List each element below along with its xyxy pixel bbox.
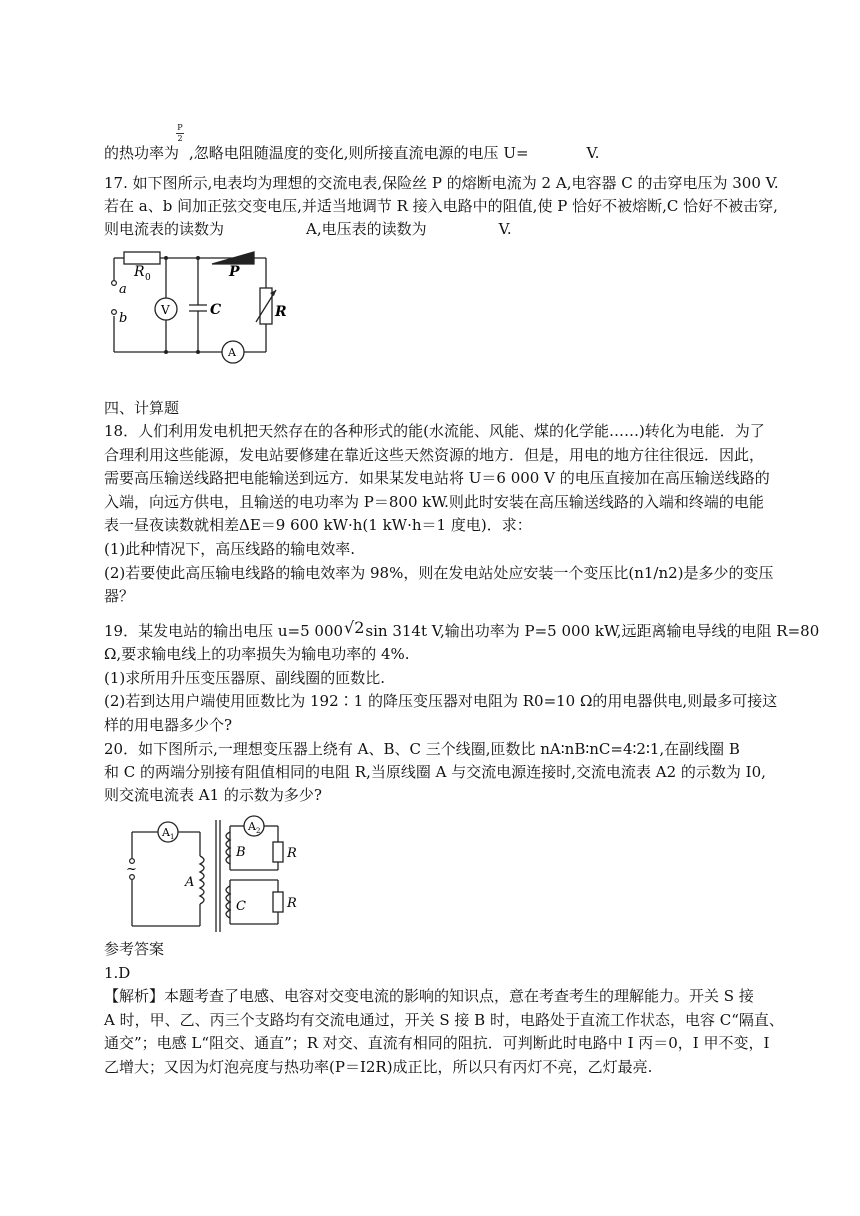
q19-text-b: sin 314t V,输出功率为 P=5 000 kW,远距离输电导线的电阻 R=80 [365, 622, 820, 640]
label-a1-sub: 1 [170, 833, 175, 841]
q20-line-1: 20．如下图所示,一理想变压器上绕有 A、B、C 三个线圈,匝数比 nA∶nB∶nC=4∶2∶1,在副线圈 B [104, 740, 740, 758]
fraction-denominator: 2 [177, 134, 183, 143]
q17-line-2: 若在 a、b 间加正弦交变电压,并适当地调节 R 接入电路中的阻值,使 P 恰好不被熔断,C 恰好不被击穿, [104, 197, 778, 215]
terminal-b [112, 310, 117, 315]
answer-explanation-line-2: A 时，甲、乙、丙三个支路均有交流电通过，开关 S 接 B 时，电路处于直流工作状态，电容 C“隔直、 [104, 1011, 784, 1029]
answers-heading: 参考答案 [104, 940, 165, 958]
r0-resistor [124, 252, 160, 264]
resistor-r-bottom [273, 892, 283, 912]
label-a2: A [248, 820, 256, 833]
q16-text-b: ,忽略电阻随温度的变化,则所接直流电源的电压 U= [189, 144, 529, 162]
sqrt-two-symbol: √2 [344, 618, 365, 637]
q16-tail-line [104, 142, 764, 164]
label-r0: R [134, 264, 145, 280]
label-coil-c: C [236, 899, 246, 914]
q17-text-b: A,电压表的读数为 [306, 220, 427, 238]
label-a2-sub: 2 [256, 827, 261, 835]
q20-transformer-figure [118, 812, 318, 936]
q18-line-2: 合理利用这些能源，发电站要修建在靠近这些天然资源的地方．但是，用电的地方往往很远．因此， [104, 446, 765, 464]
resistor-r-top [273, 842, 283, 862]
q19-line-4: (2)若到达用户端使用匝数比为 192∶1 的降压变压器对电阻为 R0=10 Ω的用电器供电,则最多可接这 [104, 692, 778, 710]
label-r-bottom: R [287, 896, 297, 911]
q18-line-1: 18．人们利用发电机把天然存在的各种形式的能(水流能、风能、煤的化学能……)转化为电能．为了 [104, 422, 765, 440]
label-p: P [229, 264, 240, 280]
label-coil-a: A [185, 875, 195, 890]
q17-line-3 [104, 218, 764, 240]
q18-line-5: 表一昼夜读数就相差ΔE＝9 600 kW·h(1 kW·h＝1 度电)．求： [104, 516, 532, 534]
label-c: C [210, 302, 222, 318]
q19-text-a: 19．某发电站的输出电压 u=5 000 [104, 622, 344, 640]
q18-line-7: (2)若要使此高压输电线路的输电效率为 98%，则在发电站处应安装一个变压比(n1/n2)是多少的变压 [104, 564, 774, 582]
fraction-numerator: P [177, 123, 183, 132]
q20-line-2: 和 C 的两端分别接有阻值相同的电阻 R,当原线圈 A 与交流电源连接时,交流电流表 A2 的示数为 I0, [104, 763, 766, 781]
label-ammeter: A [228, 346, 236, 359]
q19-line-1 [104, 618, 820, 642]
q16-text-c: V. [586, 144, 600, 162]
q16-text-a: 的热功率为 [104, 144, 180, 162]
q20-line-3: 则交流电流表 A1 的示数为多少? [104, 786, 322, 804]
answer-explanation-line-3: 通交”；电感 L“阻交、通直”；R 对交、直流有相同的阻抗．可判断此时电路中 I 丙＝0，I 甲不变，I [104, 1034, 770, 1052]
q19-line-5: 样的用电器多少个? [104, 716, 233, 734]
terminal-a [112, 281, 117, 286]
coil-a [200, 856, 204, 904]
label-v: V [161, 303, 170, 317]
answer-explanation-line-4: 乙增大；又因为灯泡亮度与热功率(P＝I2R)成正比，所以只有丙灯不亮，乙灯最亮. [104, 1058, 653, 1076]
label-a: a [119, 282, 127, 297]
q19-line-2: Ω,要求输电线上的功率损失为输电功率的 4%. [104, 645, 410, 663]
label-a1: A [162, 826, 170, 839]
ac-source-symbol: ~ [126, 862, 137, 877]
label-r: R [275, 304, 287, 320]
answer-item-1: 1.D [104, 964, 131, 982]
label-r0-sub: 0 [145, 273, 151, 283]
q18-line-8: 器？ [104, 587, 135, 605]
q20-transformer-svg [118, 812, 318, 936]
answer-explanation-line-1: 【解析】本题考查了电感、电容对交变电流的影响的知识点，意在考查考生的理解能力。开关 S 接 [104, 987, 754, 1005]
q17-circuit-svg [104, 248, 287, 366]
q17-text-a: 则电流表的读数为 [104, 220, 225, 238]
q17-line-1: 17. 如下图所示,电表均为理想的交流电表,保险丝 P 的熔断电流为 2 A,电容器 C 的击穿电压为 300 V. [104, 174, 779, 192]
q17-circuit-figure [104, 248, 287, 366]
q18-line-3: 需要高压输送线路把电能输送到远方．如果某发电站将 U＝6 000 V 的电压直接加在高压输送线路的 [104, 469, 770, 487]
q18-line-6: (1)此种情况下，高压线路的输电效率. [104, 540, 356, 558]
label-coil-b: B [236, 845, 246, 860]
q17-text-c: V. [498, 220, 512, 238]
q19-line-3: (1)求所用升压变压器原、副线圈的匝数比. [104, 669, 386, 687]
q18-line-4: 入端，向远方供电，且输送的电功率为 P＝800 kW.则此时安装在高压输送线路的入端和终端的电能 [104, 493, 764, 511]
section-heading: 四、计算题 [104, 399, 180, 417]
label-r-top: R [287, 846, 297, 861]
label-b: b [119, 311, 128, 326]
